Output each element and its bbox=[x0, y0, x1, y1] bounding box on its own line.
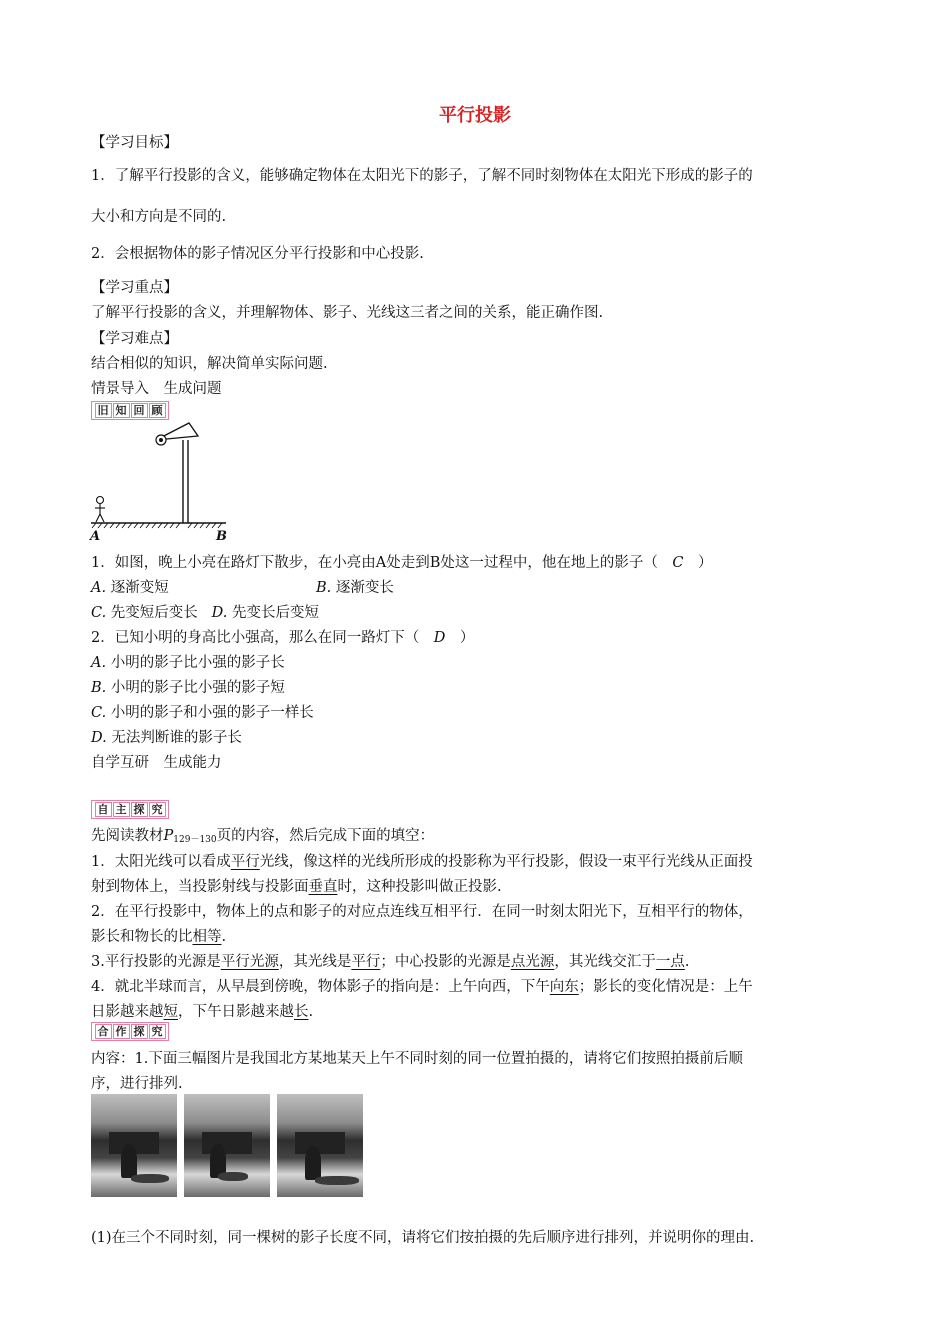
point-a-label: A bbox=[90, 529, 101, 544]
goal-item-2: 2．会根据物体的影子情况区分平行投影和中心投影. bbox=[91, 246, 424, 262]
question-1 bbox=[91, 551, 712, 572]
text: 射到物体上，当投影射线与投影面 bbox=[91, 879, 309, 895]
text: 影长和物长的比 bbox=[91, 929, 193, 945]
fill-3 bbox=[91, 950, 689, 971]
text: ；中心投影的光源是 bbox=[380, 954, 511, 970]
focus-text: 了解平行投影的含义，并理解物体、影子、光线这三者之间的关系，能正确作图. bbox=[91, 305, 604, 321]
text: ，其光线交汇于 bbox=[554, 954, 656, 970]
review-badge bbox=[91, 401, 169, 420]
option-letter: C. bbox=[91, 705, 107, 721]
lamp-bulb-center bbox=[159, 438, 163, 442]
question-1-answer: C bbox=[672, 555, 684, 571]
tree-shadow-photo-2 bbox=[184, 1094, 270, 1197]
read-instruction bbox=[91, 824, 434, 845]
badge-char: 究 bbox=[149, 802, 166, 817]
badge-char: 自 bbox=[95, 802, 112, 817]
option-letter: A. bbox=[91, 580, 107, 596]
point-b-label: B bbox=[216, 529, 227, 544]
option-letter: C. bbox=[91, 605, 107, 621]
option-text: 逐渐变长 bbox=[335, 580, 394, 596]
page-ref-range: 129－130 bbox=[173, 835, 217, 845]
question-2-answer: D bbox=[433, 630, 446, 646]
goal-item-1-line-1: 1．了解平行投影的含义，能够确定物体在太阳光下的影子，了解不同时刻物体在太阳光下形成的影子的 bbox=[91, 168, 753, 184]
fill-1-line-2 bbox=[91, 875, 502, 896]
option-text: 逐渐变短 bbox=[110, 580, 169, 596]
option-text: 小明的影子和小强的影子一样长 bbox=[110, 705, 314, 721]
difficulty-heading: 【学习难点】 bbox=[91, 331, 178, 347]
sub-question-1: (1)在三个不同时刻，同一棵树的影子长度不同，请将它们按拍摄的先后顺序进行排列，并说明你的理由. bbox=[91, 1230, 755, 1246]
blank-answer: 平行 bbox=[351, 954, 381, 970]
blank-answer: 一点 bbox=[655, 954, 685, 970]
option-2d bbox=[91, 726, 242, 747]
goal-heading: 【学习目标】 bbox=[91, 135, 178, 151]
blank-answer: 垂直 bbox=[308, 879, 338, 895]
option-1a bbox=[91, 576, 169, 597]
badge-char: 合 bbox=[95, 1024, 112, 1039]
blank-answer: 点光源 bbox=[510, 954, 555, 970]
text: ，其光线是 bbox=[278, 954, 352, 970]
fill-2-line-1: 2．在平行投影中，物体上的点和影子的对应点连线互相平行．在同一时刻太阳光下，互相平行的物体， bbox=[91, 904, 753, 920]
goal-item-1-line-2: 大小和方向是不同的. bbox=[91, 209, 227, 225]
text: 4．就北半球而言，从早晨到傍晚，物体影子的指向是：上午向西，下午 bbox=[91, 979, 550, 995]
question-2-stem: 2．已知小明的身高比小强高，那么在同一路灯下（ bbox=[91, 630, 434, 646]
self-study-line: 自学互研 生成能力 bbox=[91, 755, 222, 771]
option-text: 先变短后变长 bbox=[110, 605, 198, 621]
badge-char: 探 bbox=[131, 1024, 148, 1039]
badge-char: 回 bbox=[131, 403, 148, 418]
question-1-close: ） bbox=[683, 555, 713, 571]
coop-content-line-2: 序，进行排列. bbox=[91, 1076, 183, 1092]
option-letter: B. bbox=[316, 580, 332, 596]
read-post: 页的内容，然后完成下面的填空： bbox=[216, 828, 435, 844]
page-ref-p: P bbox=[163, 828, 174, 844]
fill-2-line-2 bbox=[91, 925, 226, 946]
option-text: 小明的影子比小强的影子长 bbox=[110, 655, 285, 671]
badge-char: 探 bbox=[131, 802, 148, 817]
intro-line: 情景导入 生成问题 bbox=[91, 381, 222, 397]
blank-answer: 平行光源 bbox=[220, 954, 279, 970]
coop-content-line-1: 内容：1.下面三幅图片是我国北方某地某天上午不同时刻的同一位置拍摄的，请将它们按照拍摄前后顺 bbox=[91, 1051, 743, 1067]
question-2-close: ） bbox=[445, 630, 475, 646]
option-2b bbox=[91, 676, 285, 697]
text: . bbox=[221, 929, 227, 945]
read-pre: 先阅读教材 bbox=[91, 828, 164, 844]
option-letter: A. bbox=[91, 655, 107, 671]
cooperative-explore-badge bbox=[91, 1022, 169, 1041]
text: 1．太阳光线可以看成 bbox=[91, 854, 231, 870]
badge-char: 旧 bbox=[95, 403, 112, 418]
option-letter: B. bbox=[91, 680, 107, 696]
text: 日影越来越 bbox=[91, 1004, 164, 1020]
text: ；影长的变化情况是：上午 bbox=[578, 979, 753, 995]
tree-shadow-photo-1 bbox=[91, 1094, 177, 1197]
fill-4-line-2 bbox=[91, 1000, 313, 1021]
blank-answer: 长 bbox=[294, 1004, 309, 1020]
self-explore-badge bbox=[91, 800, 169, 819]
badge-char: 顾 bbox=[149, 403, 166, 418]
option-2a bbox=[91, 651, 285, 672]
blank-answer: 平行 bbox=[230, 854, 260, 870]
question-2 bbox=[91, 626, 474, 647]
text: . bbox=[684, 954, 690, 970]
text: . bbox=[308, 1004, 314, 1020]
question-1-stem: 1．如图，晚上小亮在路灯下散步，在小亮由A处走到B处这一过程中，他在地上的影子（ bbox=[91, 555, 673, 571]
blank-answer: 相等 bbox=[192, 929, 222, 945]
option-text: 小明的影子比小强的影子短 bbox=[110, 680, 285, 696]
fill-1-line-1 bbox=[91, 850, 753, 871]
blank-answer: 短 bbox=[163, 1004, 178, 1020]
option-1cd bbox=[91, 601, 319, 622]
text: ，下午日影越来越 bbox=[178, 1004, 294, 1020]
option-2c bbox=[91, 701, 314, 722]
option-letter: D. bbox=[91, 730, 107, 746]
page-title: 平行投影 bbox=[439, 105, 511, 126]
option-letter: D. bbox=[211, 605, 228, 621]
badge-char: 知 bbox=[113, 403, 130, 418]
badge-char: 究 bbox=[149, 1024, 166, 1039]
street-lamp-figure bbox=[88, 420, 238, 545]
badge-char: 主 bbox=[113, 802, 130, 817]
text: 时，这种投影叫做正投影. bbox=[337, 879, 502, 895]
tree-shadow-photo-3 bbox=[277, 1094, 363, 1197]
option-1b bbox=[316, 576, 394, 597]
text: 光线，像这样的光线所形成的投影称为平行投影，假设一束平行光线从正面投 bbox=[259, 854, 753, 870]
option-text: 无法判断谁的影子长 bbox=[111, 730, 242, 746]
option-text: 先变长后变短 bbox=[231, 605, 319, 621]
focus-heading: 【学习重点】 bbox=[91, 280, 178, 296]
text: 3.平行投影的光源是 bbox=[91, 954, 221, 970]
blank-answer: 向东 bbox=[549, 979, 579, 995]
person-figure bbox=[95, 497, 105, 523]
difficulty-text: 结合相似的知识，解决简单实际问题. bbox=[91, 356, 328, 372]
fill-4-line-1 bbox=[91, 975, 753, 996]
badge-char: 作 bbox=[113, 1024, 130, 1039]
